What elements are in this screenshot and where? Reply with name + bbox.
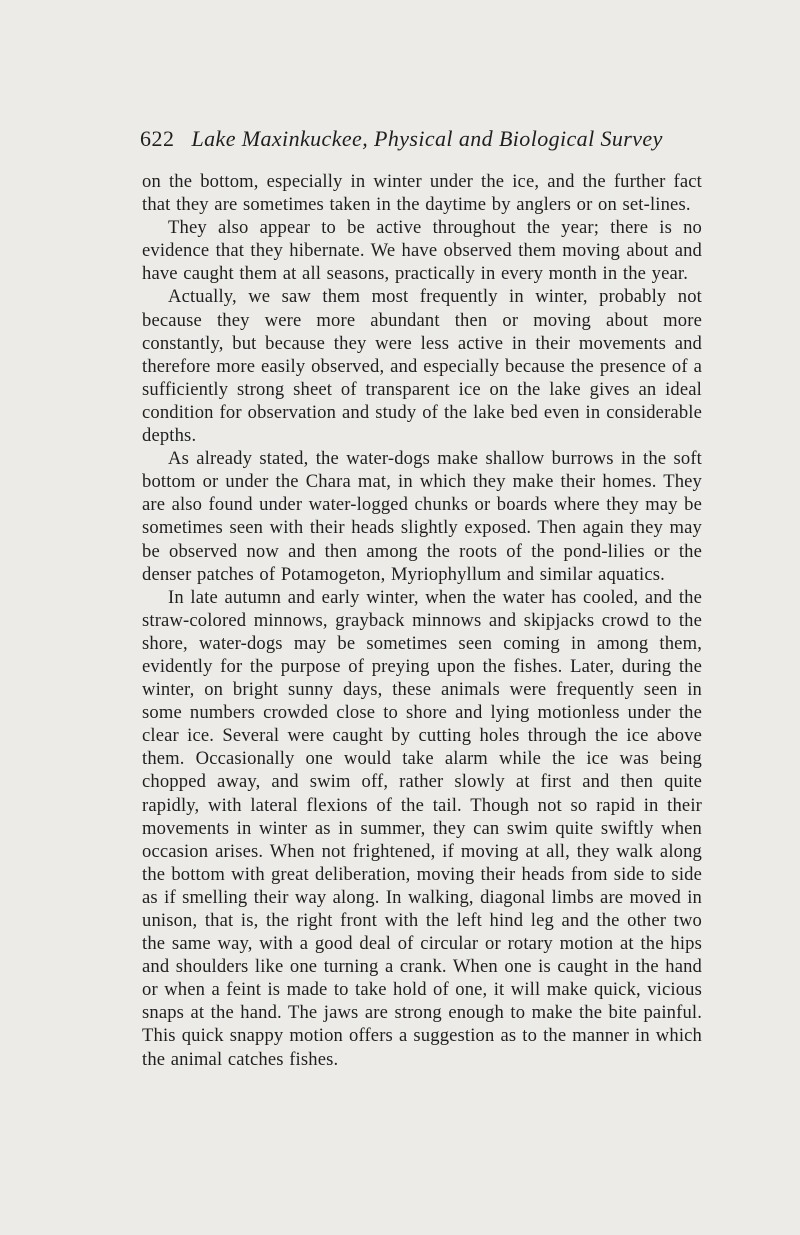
body-text bbox=[142, 170, 702, 1071]
paragraph-autumn-winter-behavior: In late autumn and early winter, when the water has cooled, and the straw-colored minnows, grayback minnows and skipjacks crowd to the shore, water-dogs may be sometimes seen coming in among them, evidently for the purpose of preying upon the fishes. Later, during the winter, on bright sunny days, these animals were frequently seen in some numbers crowded close to shore and lying motionless under the clear ice. Several were caught by cutting holes through the ice above them. Occasionally one would take alarm while the ice was being chopped away, and swim off, rather slowly at first and then quite rapidly, with lateral flexions of the tail. Though not so rapid in their movements in winter as in summer, they can swim quite swiftly when occasion arises. When not frightened, if moving at all, they walk along the bottom with great deliberation, moving their heads from side to side as if smelling their way along. In walking, diagonal limbs are moved in unison, that is, the right front with the left hind leg and the other two the same way, with a good deal of circular or rotary motion at the hips and shoulders like one turning a crank. When one is caught in the hand or when a feint is made to take hold of one, it will make quick, vicious snaps at the hand. The jaws are strong enough to make the bite painful. This quick snappy motion offers a suggestion as to the manner in which the animal catches fishes. bbox=[142, 586, 702, 1070]
paragraph-winter-observation: Actually, we saw them most frequently in winter, probably not because they were more abundant then or moving about more constantly, but because they were less active in their movements and therefore more easily observed, and especially because the presence of a sufficiently strong sheet of transparent ice on the lake gives an ideal condition for observation and study of the lake bed even in considerable depths. bbox=[142, 286, 702, 447]
paragraph-activity-year-round: They also appear to be active throughout the year; there is no evidence that they hibernate. We have observed them moving about and have caught them at all seasons, practically in every month in the year. bbox=[142, 217, 702, 285]
page-number: 622 bbox=[140, 126, 175, 151]
running-title: Lake Maxinkuckee, Physical and Biological Survey bbox=[191, 126, 663, 151]
paragraph-burrows: As already stated, the water-dogs make shallow burrows in the soft bottom or under the Chara mat, in which they make their homes. They are also found under water-logged chunks or boards where they may be sometimes seen with their heads slightly exposed. Then again they may be observed now and then among the roots of the pond-lilies or the denser patches of Potamogeton, Myriophyllum and similar aquatics. bbox=[142, 448, 702, 585]
paragraph-continued: on the bottom, especially in winter under the ice, and the further fact that they are sometimes taken in the daytime by anglers or on set-lines. bbox=[142, 171, 702, 216]
running-head bbox=[140, 124, 700, 154]
